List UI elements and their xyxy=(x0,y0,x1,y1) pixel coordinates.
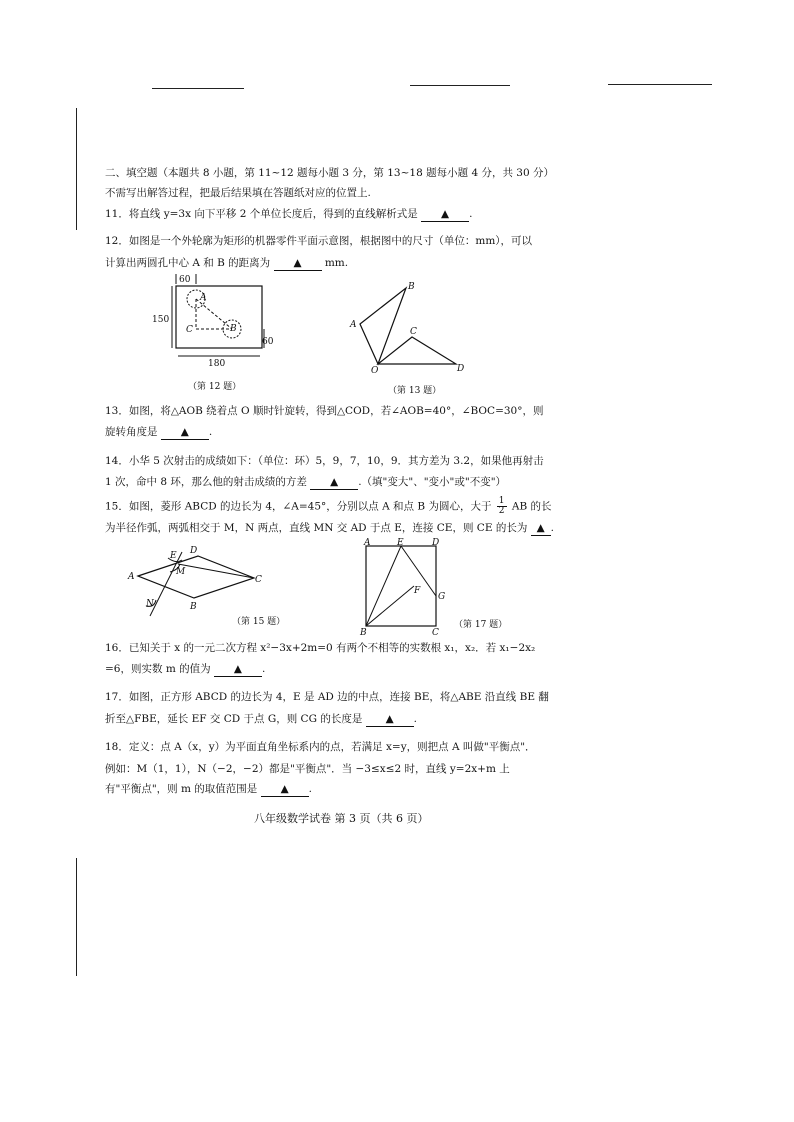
fig17-label-a: A xyxy=(364,538,371,548)
answer-blank-15: ▲ xyxy=(531,521,551,536)
question-17-line1: 17．如图，正方形 ABCD 的边长为 4，E 是 AD 边的中点，连接 BE，将△ABE 沿直线 BE 翻 xyxy=(105,691,549,703)
figure-13 xyxy=(344,280,474,374)
left-margin-line-upper xyxy=(76,108,77,230)
fig15-label-b: B xyxy=(190,602,197,612)
fig15-label-n: N xyxy=(146,599,154,609)
figure-13-caption: （第 13 题） xyxy=(388,386,442,396)
question-12-line1: 12．如图是一个外轮廓为矩形的机器零件平面示意图，根据图中的尺寸（单位：mm），可以 xyxy=(105,235,533,247)
q12-unit: mm. xyxy=(324,257,349,269)
fig17-label-e: E xyxy=(397,538,404,548)
fig17-label-b: B xyxy=(360,628,367,636)
q15-text-a: 15．如图，菱形 ABCD 的边长为 4，∠A=45°，分别以点 A 和点 B 为圆心，大于 xyxy=(105,500,492,513)
page-footer: 八年级数学试卷 第 3 页（共 6 页） xyxy=(254,812,429,825)
top-rule-right xyxy=(608,84,712,85)
fig13-label-a: A xyxy=(350,320,357,330)
q13-end: . xyxy=(208,426,213,438)
answer-blank-18: ▲ xyxy=(261,782,309,797)
left-margin-line-lower xyxy=(76,858,77,976)
fig12-label-a: A xyxy=(200,293,207,303)
fig15-label-d: D xyxy=(190,546,198,556)
fig15-label-a: A xyxy=(128,572,135,582)
q11-text: 11．将直线 y=3x 向下平移 2 个单位长度后，得到的直线解析式是 xyxy=(105,208,418,220)
question-15-line2 xyxy=(105,521,554,536)
fig15-label-e: E xyxy=(170,551,177,561)
q17-end: . xyxy=(413,713,418,725)
fig12-dim-left: 150 xyxy=(152,315,170,325)
fig12-dim-right: 60 xyxy=(262,337,274,347)
answer-blank-17: ▲ xyxy=(366,712,414,727)
fig13-label-o: O xyxy=(371,366,379,374)
fig12-dim-bottom: 180 xyxy=(208,359,226,369)
question-12-line2 xyxy=(105,256,348,271)
answer-blank-11: ▲ xyxy=(421,207,469,222)
top-rule-left xyxy=(152,88,244,89)
figure-15-caption: （第 15 题） xyxy=(232,617,286,627)
q14-text: 1 次，命中 8 环，那么他的射击成绩的方差 xyxy=(105,476,307,488)
fig15-label-c: C xyxy=(255,575,262,585)
top-rule-middle xyxy=(410,85,510,86)
q15-frac-num: 1 xyxy=(498,496,505,506)
figure-17 xyxy=(356,536,446,636)
q15-fraction xyxy=(497,497,507,516)
q14-hint: .（填"变大"、"变小"或"不变"） xyxy=(358,476,507,488)
q15-text-b: AB 的长 xyxy=(511,500,552,513)
figure-12-caption: （第 12 题） xyxy=(188,382,242,392)
answer-blank-13: ▲ xyxy=(161,425,209,440)
q16-end: . xyxy=(261,663,266,675)
answer-blank-16: ▲ xyxy=(214,662,262,677)
fig12-label-c: C xyxy=(186,325,193,335)
fig17-label-d: D xyxy=(432,538,440,548)
q15-text-c: 为半径作弧，两弧相交于 M，N 两点，直线 MN 交 AD 于点 E，连接 CE，则 CE 的长为 xyxy=(105,522,528,534)
question-13-line2 xyxy=(105,425,212,440)
fig17-label-g: G xyxy=(438,592,446,602)
q11-end: . xyxy=(469,208,473,220)
question-15-line1 xyxy=(105,497,552,516)
answer-blank-14: ▲ xyxy=(310,475,358,490)
q18-end: . xyxy=(308,783,312,795)
answer-blank-12: ▲ xyxy=(274,256,322,271)
fig13-label-c: C xyxy=(410,327,417,337)
question-16-line2 xyxy=(105,662,265,677)
q15-end: . xyxy=(550,522,555,534)
question-17-line2 xyxy=(105,712,417,727)
q13-text: 旋转角度是 xyxy=(105,426,158,438)
question-14-line1: 14．小华 5 次射击的成绩如下：（单位：环）5，9，7，10，9．其方差为 3.2，如果他再射击 xyxy=(105,455,544,467)
section-instruction: 不需写出解答过程，把最后结果填在答题纸对应的位置上. xyxy=(105,187,371,199)
question-18-line2: 例如：M（1，1），N（−2，−2）都是"平衡点"．当 −3≤x≤2 时，直线 y=2x+m 上 xyxy=(105,763,510,775)
question-13-line1: 13．如图，将△AOB 绕着点 O 顺时针旋转，得到△COD，若∠AOB=40°，∠BOC=30°，则 xyxy=(105,405,544,417)
figure-12 xyxy=(148,272,278,372)
fig15-label-m: M xyxy=(176,567,186,577)
question-14-line2 xyxy=(105,475,506,490)
q16-text: =6，则实数 m 的值为 xyxy=(105,663,211,675)
fig12-dim-top: 60 xyxy=(179,275,191,285)
figure-17-caption: （第 17 题） xyxy=(454,620,508,630)
figure-15 xyxy=(124,544,264,620)
q17-text: 折至△FBE，延长 EF 交 CD 于点 G，则 CG 的长度是 xyxy=(105,713,363,725)
fig17-label-f: F xyxy=(414,586,421,596)
question-18-line3 xyxy=(105,782,312,797)
q15-frac-den: 2 xyxy=(498,506,505,516)
question-16-line1: 16．已知关于 x 的一元二次方程 x²−3x+2m=0 有两个不相等的实数根 x₁，x₂．若 x₁−2x₂ xyxy=(105,642,536,654)
fig13-label-b: B xyxy=(408,282,415,292)
fig12-label-b: B xyxy=(230,324,237,334)
q12-text: 计算出两圆孔中心 A 和 B 的距离为 xyxy=(105,257,271,269)
q18-text: 有"平衡点"，则 m 的取值范围是 xyxy=(105,783,258,795)
question-18-line1: 18．定义：点 A（x，y）为平面直角坐标系内的点，若满足 x=y，则把点 A 叫做"平衡点"． xyxy=(105,741,536,753)
section-title: 二、填空题（本题共 8 小题，第 11~12 题每小题 3 分，第 13~18 题每小题 4 分，共 30 分） xyxy=(105,167,554,179)
fig17-label-c: C xyxy=(432,628,439,636)
question-11 xyxy=(105,207,472,222)
fig13-label-d: D xyxy=(457,364,465,374)
